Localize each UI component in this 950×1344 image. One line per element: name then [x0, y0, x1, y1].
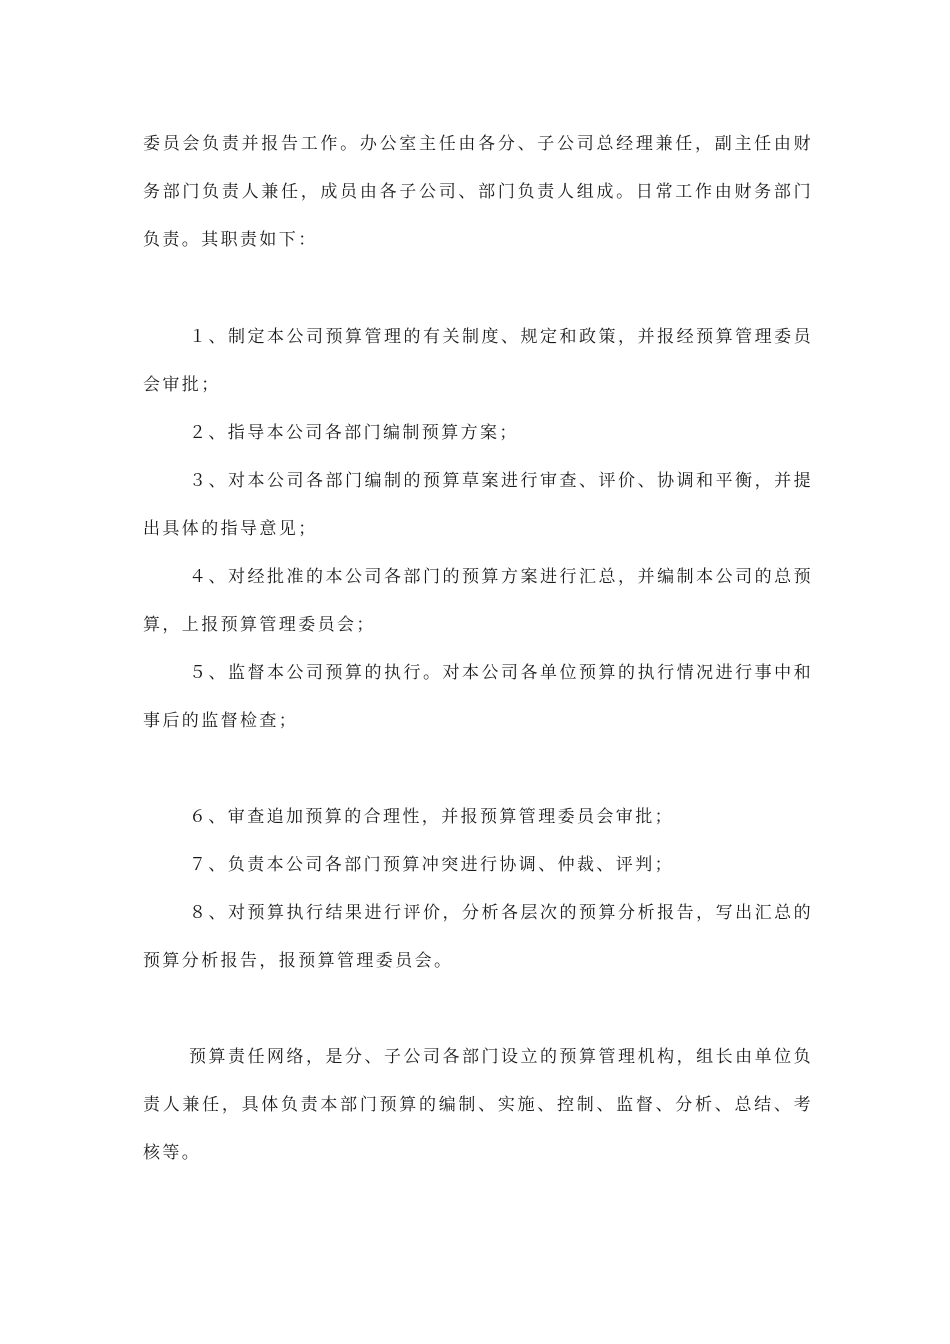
duty-item-1: １、制定本公司预算管理的有关制度、规定和政策，并报经预算管理委员会审批；	[143, 327, 813, 395]
network-paragraph: 预算责任网络，是分、子公司各部门设立的预算管理机构，组长由单位负责人兼任，具体负责本部门预算的编制、实施、控制、监督、分析、总结、考核等。	[143, 1047, 813, 1163]
intro-paragraph: 委员会负责并报告工作。办公室主任由各分、子公司总经理兼任，副主任由财务部门负责人兼任，成员由各子公司、部门负责人组成。日常工作由财务部门负责。其职责如下：	[143, 134, 813, 250]
duty-item-2: ２、指导本公司各部门编制预算方案；	[189, 423, 519, 443]
duty-item-7: ７、负责本公司各部门预算冲突进行协调、仲裁、评判；	[189, 855, 674, 875]
duty-item-6: ６、审查追加预算的合理性，并报预算管理委员会审批；	[189, 807, 674, 827]
duty-item-3: ３、对本公司各部门编制的预算草案进行审查、评价、协调和平衡，并提出具体的指导意见；	[143, 471, 813, 539]
duty-item-5: ５、监督本公司预算的执行。对本公司各单位预算的执行情况进行事中和事后的监督检查；	[143, 663, 813, 731]
duty-item-8: ８、对预算执行结果进行评价，分析各层次的预算分析报告，写出汇总的预算分析报告，报预算管理委员会。	[143, 903, 813, 971]
duty-item-4: ４、对经批准的本公司各部门的预算方案进行汇总，并编制本公司的总预算，上报预算管理委员会；	[143, 567, 813, 635]
